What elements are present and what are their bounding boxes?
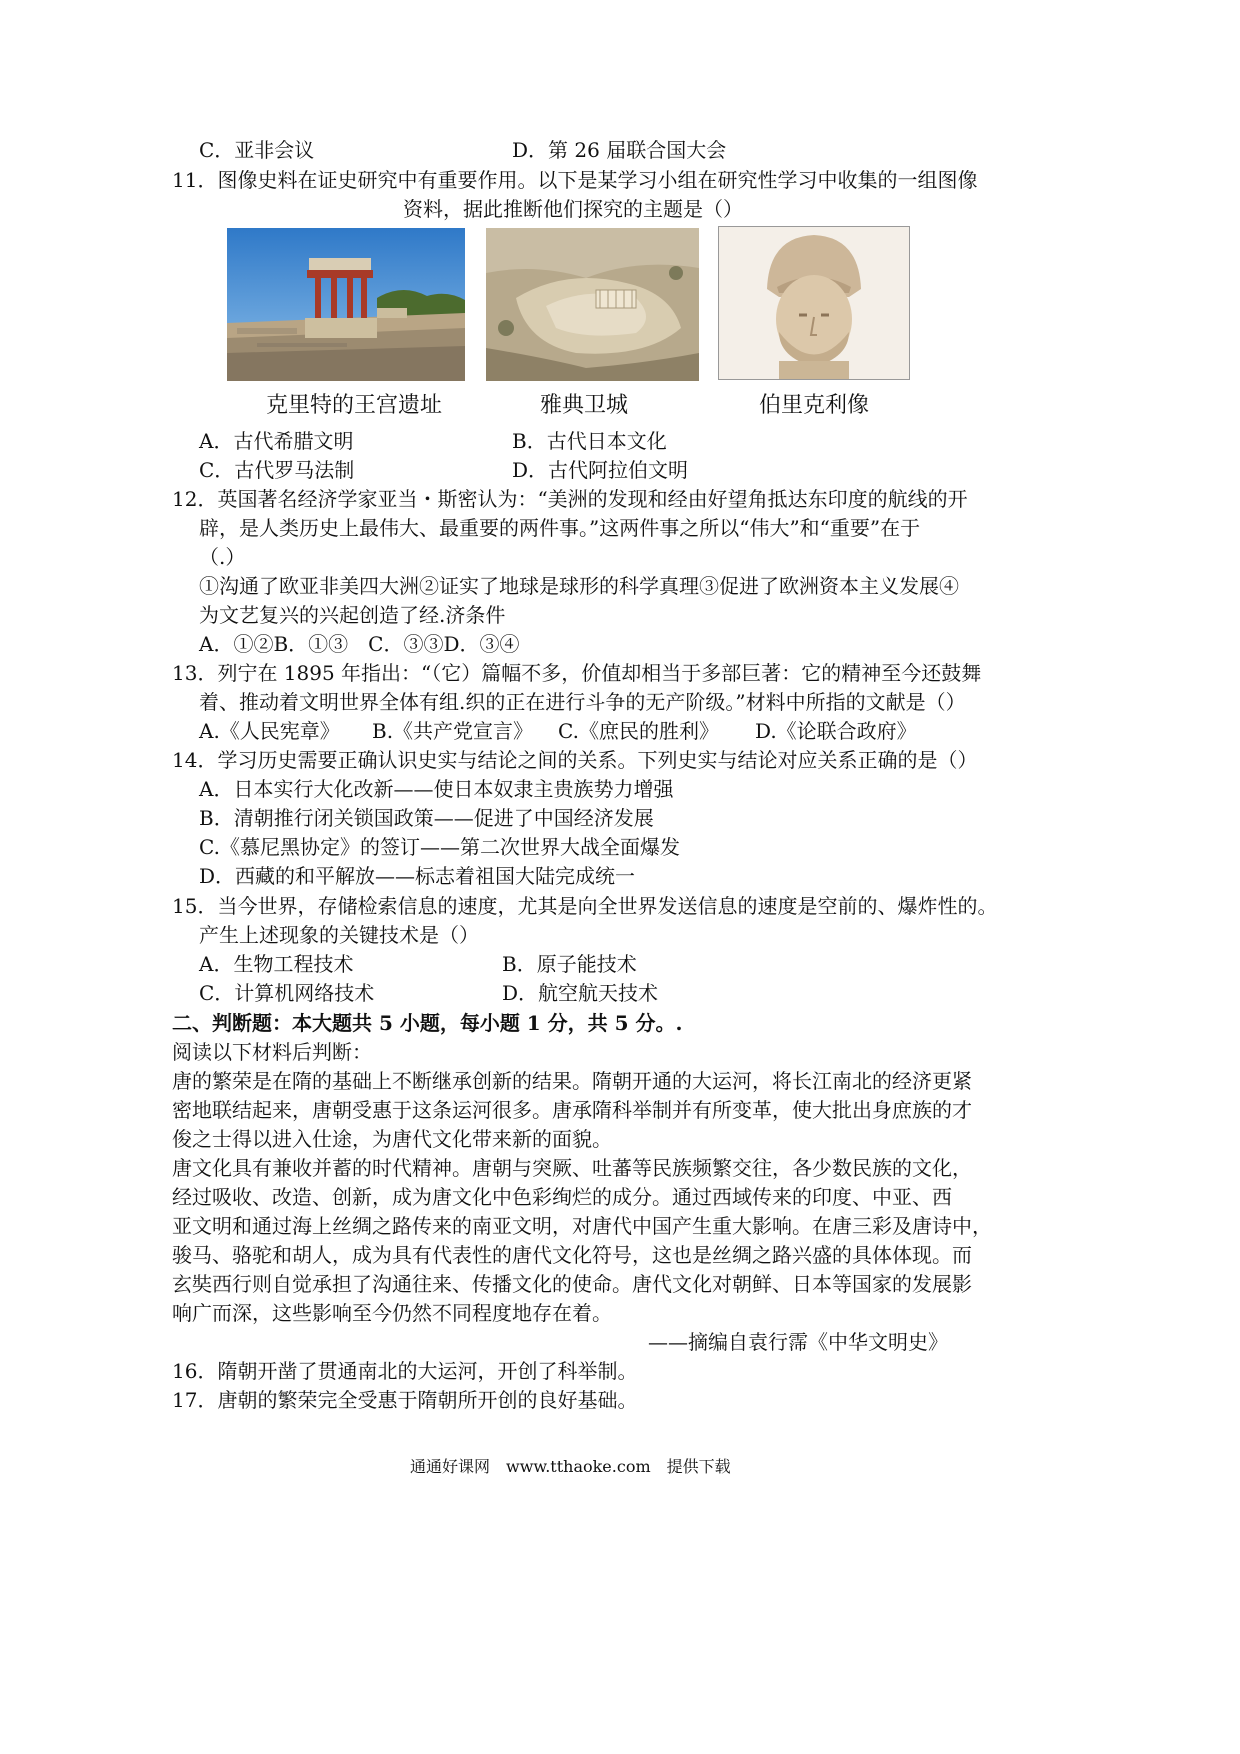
q10-option-d: D．第 26 届联合国大会: [512, 138, 727, 162]
q15-option-c: C．计算机网络技术: [199, 981, 375, 1005]
material-para2-line6: 响广而深，这些影响至今仍然不同程度地存在着。: [172, 1301, 612, 1325]
material-para1-line2: 密地联结起来，唐朝受惠于这条运河很多。唐承隋科举制并有所变革，使大批出身庶族的才: [172, 1098, 972, 1122]
q11-stem-cont: 资料，据此推断他们探究的主题是（）: [403, 197, 743, 221]
material-para2-line4: 骏马、骆驼和胡人，成为具有代表性的唐代文化符号，这也是丝绸之路兴盛的具体体现。而: [172, 1243, 972, 1267]
material-para1-line1: 唐的繁荣是在隋的基础上不断继承创新的结果。隋朝开通的大运河，将长江南北的经济更紧: [172, 1069, 972, 1093]
q14-option-c: C.《慕尼黑协定》的签订——第二次世界大战全面爆发: [199, 835, 680, 859]
caption-pericles: 伯里克利像: [759, 393, 870, 418]
material-source: ——摘编自袁行霈《中华文明史》: [648, 1330, 948, 1354]
q12-options: A．①②B．①③ C．③③D．③④: [199, 632, 520, 656]
q15-stem: 15．当今世界，存储检索信息的速度，尤其是向全世界发送信息的速度是空前的、爆炸性的。: [172, 894, 998, 918]
q13-option-b: B.《共产党宣言》: [372, 719, 534, 743]
material-para2-line2: 经过吸收、改造、创新，成为唐文化中色彩绚烂的成分。通过西域传来的印度、中亚、西: [172, 1185, 952, 1209]
q13-option-a: A.《人民宪章》: [199, 719, 340, 743]
q13-stem: 13．列宁在 1895 年指出：“（它）篇幅不多，价值却相当于多部巨著：它的精神至今还鼓舞: [172, 661, 982, 685]
q11-stem: 11．图像史料在证史研究中有重要作用。以下是某学习小组在研究性学习中收集的一组图像: [172, 168, 978, 192]
q12-stem-paren: （.）: [199, 545, 246, 569]
caption-palace-ruins: 克里特的王宫遗址: [266, 393, 443, 418]
material-para2-line3: 亚文明和通过海上丝绸之路传来的南亚文明，对唐代中国产生重大影响。在唐三彩及唐诗中，: [172, 1214, 992, 1238]
q14-option-d: D．西藏的和平解放——标志着祖国大陆完成统一: [199, 864, 636, 888]
q11-option-a: A．古代希腊文明: [199, 429, 354, 453]
q12-items-cont: 为文艺复兴的兴起创造了经.济条件: [199, 603, 506, 627]
q14-stem: 14．学习历史需要正确认识史实与结论之间的关系。下列史实与结论对应关系正确的是（）: [172, 748, 978, 772]
q13-option-c: C.《庶民的胜利》: [558, 719, 719, 743]
q16-statement: 16．隋朝开凿了贯通南北的大运河，开创了科举制。: [172, 1359, 638, 1383]
q15-option-a: A．生物工程技术: [199, 952, 354, 976]
q12-items: ①沟通了欧亚非美四大洲②证实了地球是球形的科学真理③促进了欧洲资本主义发展④: [199, 574, 959, 598]
q13-option-d: D.《论联合政府》: [755, 719, 917, 743]
q12-stem: 12．英国著名经济学家亚当・斯密认为：“美洲的发现和经由好望角抵达东印度的航线的开: [172, 487, 968, 511]
palace-ruins-photo: [227, 228, 465, 381]
acropolis-aerial-photo: [486, 228, 699, 381]
section-intro: 阅读以下材料后判断：: [172, 1040, 372, 1064]
material-para2-line1: 唐文化具有兼收并蓄的时代精神。唐朝与突厥、吐蕃等民族频繁交往，各少数民族的文化，: [172, 1156, 972, 1180]
material-para1-line3: 俊之士得以进入仕途，为唐代文化带来新的面貌。: [172, 1127, 612, 1151]
q10-option-c: C．亚非会议: [199, 138, 315, 162]
page-footer: 通通好课网 www.tthaoke.com 提供下载: [410, 1457, 731, 1476]
q17-statement: 17．唐朝的繁荣完全受惠于隋朝所开创的良好基础。: [172, 1388, 638, 1412]
caption-acropolis: 雅典卫城: [540, 393, 629, 418]
pericles-bust-photo: [718, 226, 910, 380]
section-title: 二、判断题：本大题共 5 小题，每小题 1 分，共 5 分。.: [172, 1011, 683, 1035]
q15-stem-cont: 产生上述现象的关键技术是（）: [199, 923, 479, 947]
q14-option-b: B．清朝推行闭关锁国政策——促进了中国经济发展: [199, 806, 654, 830]
q11-option-d: D．古代阿拉伯文明: [512, 458, 689, 482]
q12-stem-cont: 辟，是人类历史上最伟大、最重要的两件事。”这两件事之所以“伟大”和“重要”在于: [199, 516, 921, 540]
q14-option-a: A．日本实行大化改新——使日本奴隶主贵族势力增强: [199, 777, 674, 801]
material-para2-line5: 玄奘西行则自觉承担了沟通往来、传播文化的使命。唐代文化对朝鲜、日本等国家的发展影: [172, 1272, 972, 1296]
q15-option-d: D．航空航天技术: [502, 981, 659, 1005]
q15-option-b: B．原子能技术: [502, 952, 637, 976]
q13-stem-cont: 着、推动着文明世界全体有组.织的正在进行斗争的无产阶级。”材料中所指的文献是（）: [199, 690, 966, 714]
q11-option-c: C．古代罗马法制: [199, 458, 355, 482]
q11-option-b: B．古代日本文化: [512, 429, 667, 453]
